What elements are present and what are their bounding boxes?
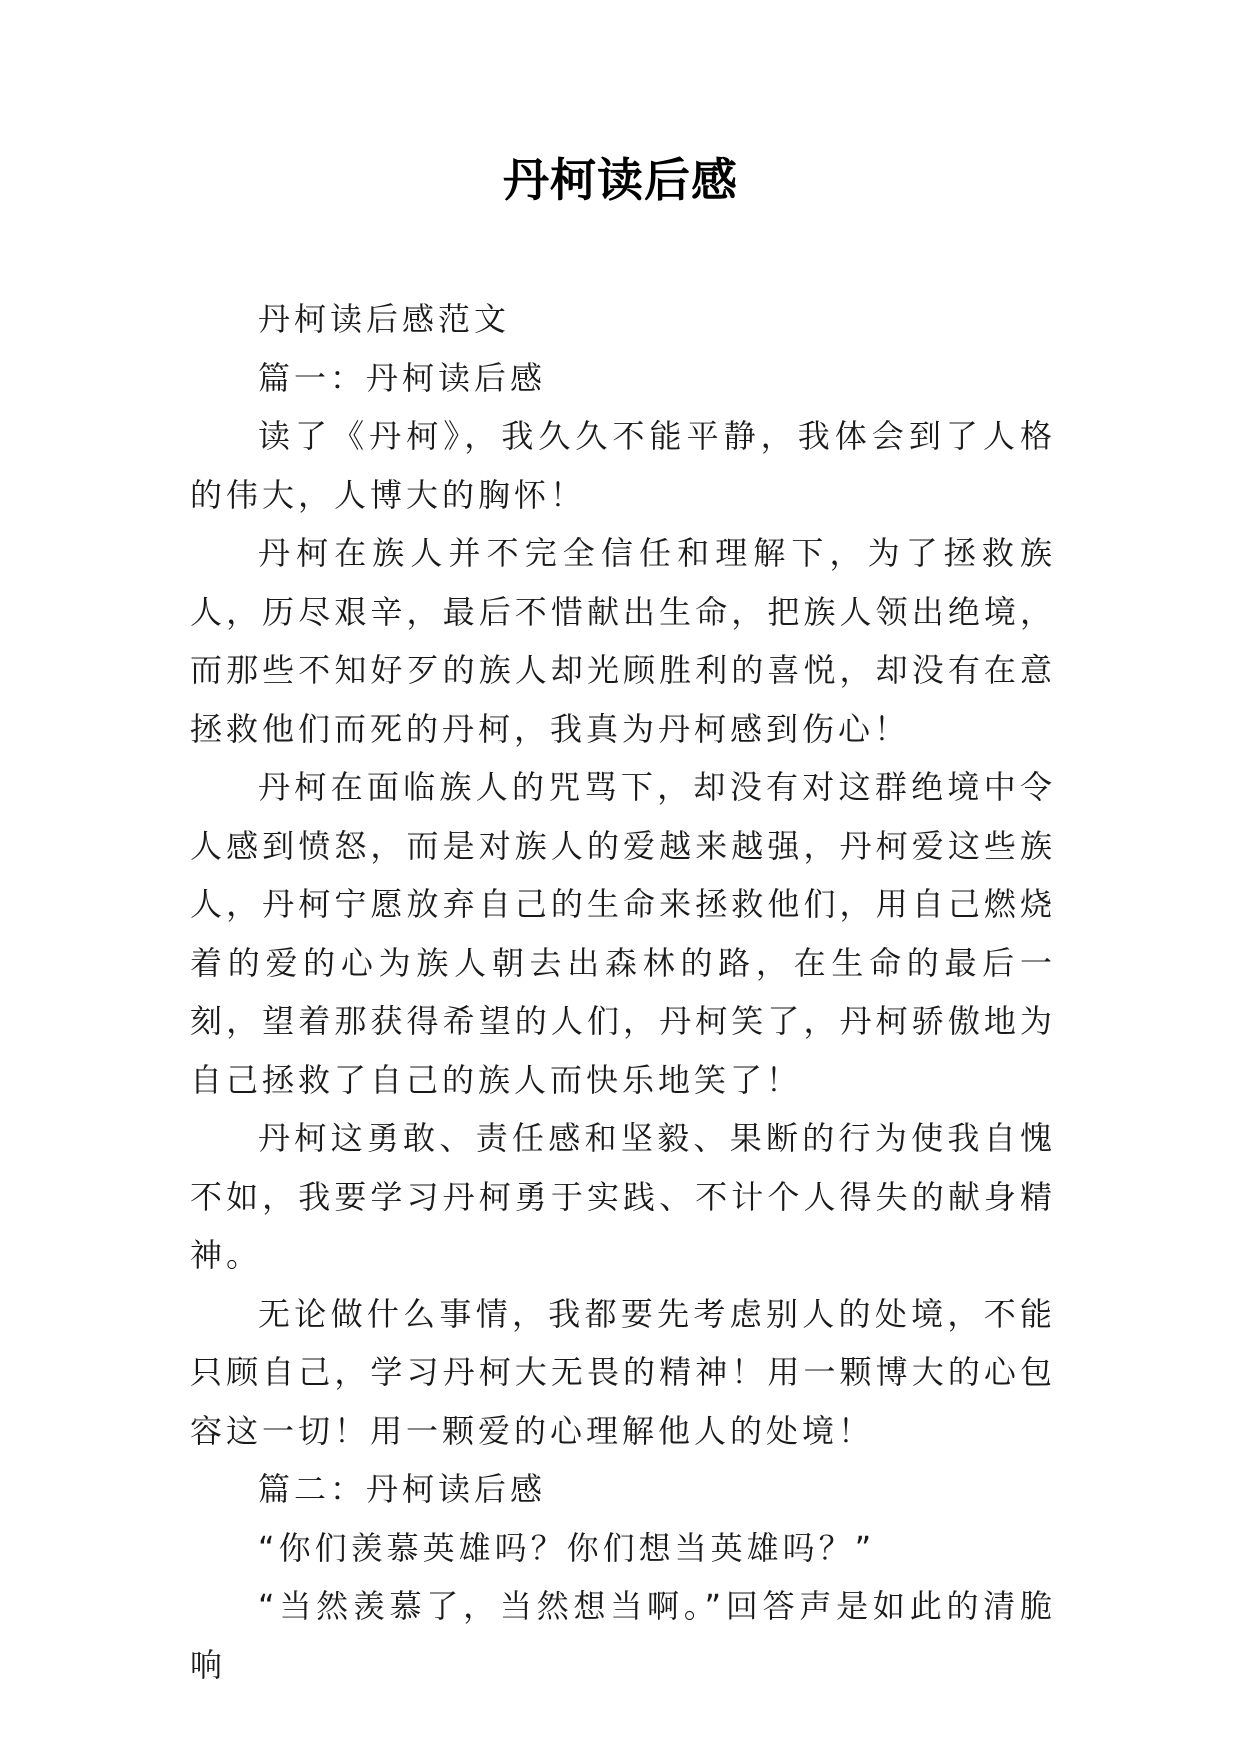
document-body — [190, 290, 1056, 1694]
paragraph: “你们羡慕英雄吗？你们想当英雄吗？” — [258, 1528, 876, 1567]
paragraph: 无论做什么事情，我都要先考虑别人的处境，不能只顾自己，学习丹柯大无畏的精神！用一颗博大的心包容这一切！用一颗爱的心理解他人的处境！ — [190, 1294, 1056, 1450]
paragraph: 读了《丹柯》，我久久不能平静，我体会到了人格的伟大，人博大的胸怀！ — [190, 417, 1056, 514]
paragraph-section-one-heading: 篇一：丹柯读后感 — [258, 358, 547, 397]
paragraph: 丹柯在面临族人的咒骂下，却没有对这群绝境中令人感到愤怒，而是对族人的爱越来越强，丹柯爱这些族人，丹柯宁愿放弃自己的生命来拯救他们，用自己燃烧着的爱的心为族人朝去出森林的路，在生命的最后一刻，望着那获得希望的人们，丹柯笑了，丹柯骄傲地为自己拯救了自己的族人而快乐地笑了！ — [190, 768, 1056, 1099]
document-title: 丹柯读后感 — [503, 153, 738, 207]
paragraph: 丹柯这勇敢、责任感和坚毅、果断的行为使我自愧不如，我要学习丹柯勇于实践、不计个人得失的献身精神。 — [190, 1119, 1056, 1274]
paragraph: “当然羡慕了，当然想当啊。”回答声是如此的清脆响 — [190, 1587, 1056, 1684]
paragraph-section-two-heading: 篇二：丹柯读后感 — [258, 1470, 547, 1508]
paragraph-subtitle: 丹柯读后感范文 — [258, 300, 511, 338]
paragraph: 丹柯在族人并不完全信任和理解下，为了拯救族人，历尽艰辛，最后不惜献出生命，把族人领出绝境，而那些不知好歹的族人却光顾胜利的喜悦，却没有在意拯救他们而死的丹柯，我真为丹柯感到伤心！ — [190, 534, 1056, 748]
